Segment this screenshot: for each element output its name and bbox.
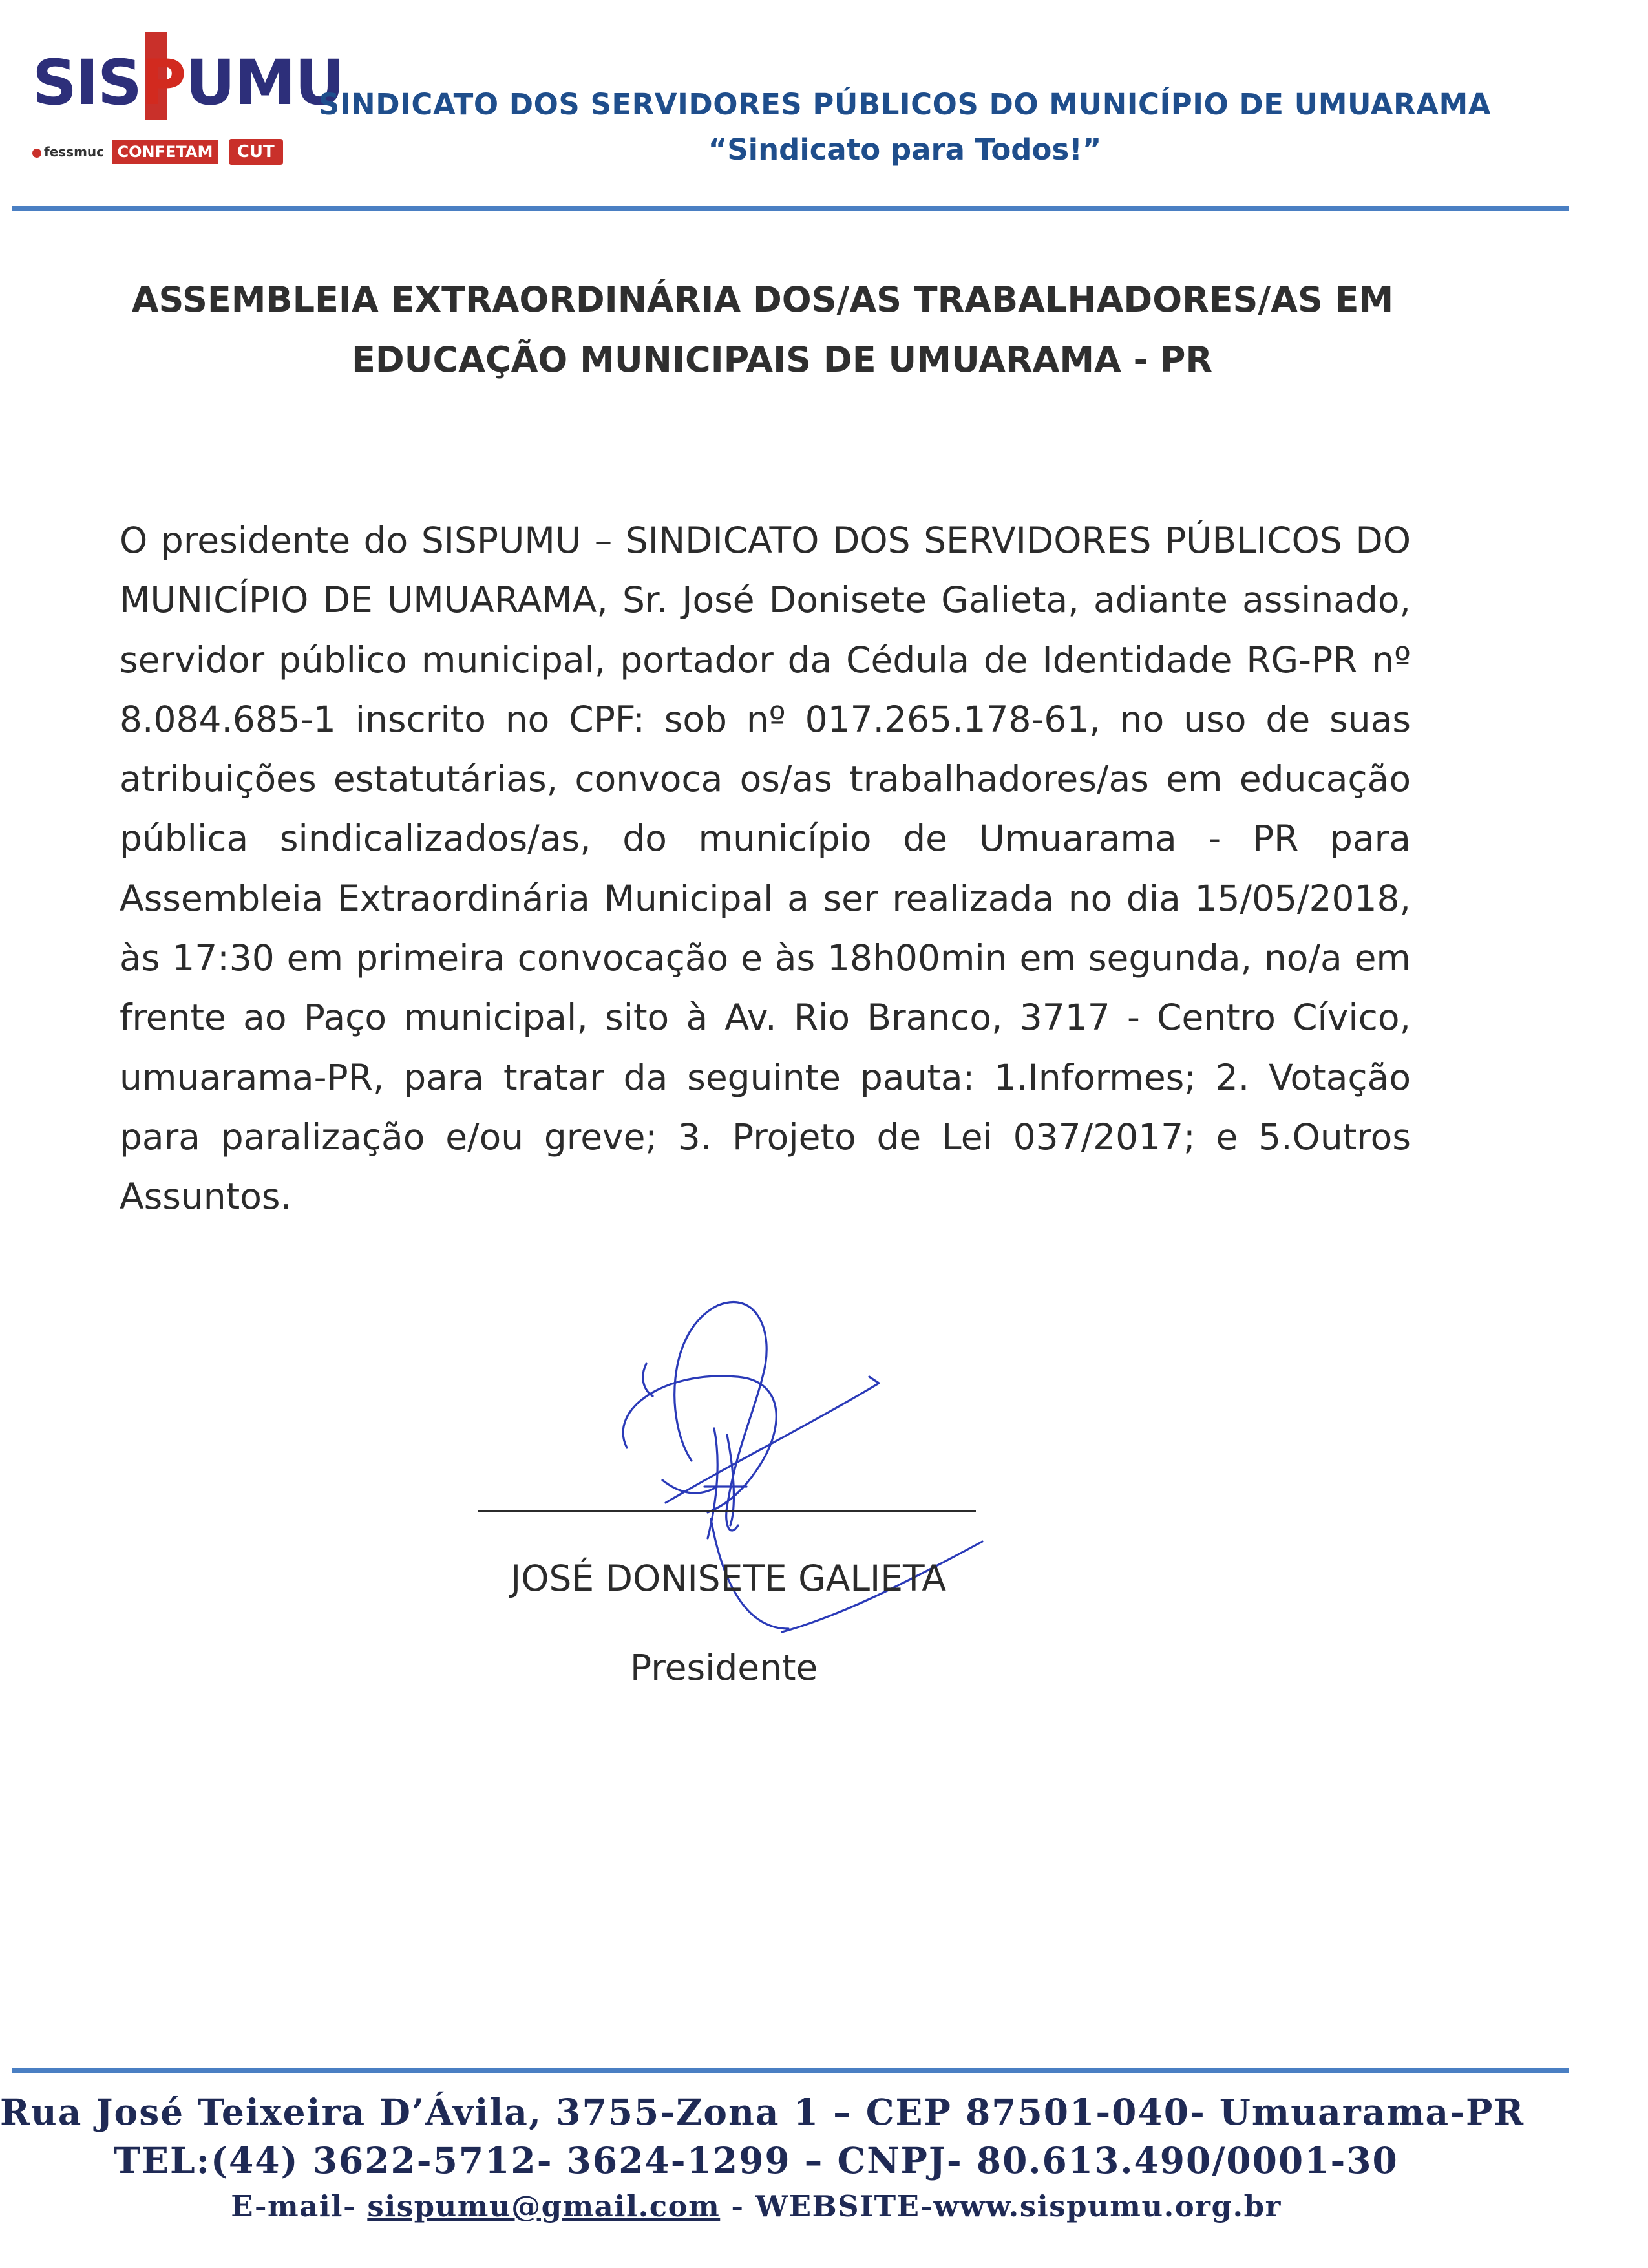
affiliate-cut: CUT	[229, 139, 283, 165]
organization-name: SINDICATO DOS SERVIDORES PÚBLICOS DO MUNICÍPIO DE UMUARAMA	[318, 87, 1492, 122]
logo-part-1: SIS	[32, 47, 141, 119]
affiliate-fessmuc: fessmuc	[32, 144, 104, 160]
affiliate-confetam: CONFETAM	[112, 140, 218, 164]
footer-contact	[0, 2189, 1512, 2223]
footer-email-label: E-mail-	[231, 2189, 357, 2223]
logo-part-2: P	[141, 47, 185, 119]
footer-phones: TEL:(44) 3622-5712- 3624-1299 – CNPJ- 80.613.490/0001-30	[114, 2139, 1399, 2181]
sispumu-logo	[32, 26, 344, 184]
handwritten-signature	[569, 1293, 995, 1693]
signature-line	[478, 1510, 976, 1512]
header-divider	[12, 206, 1569, 211]
document-title-line-2: EDUCAÇÃO MUNICIPAIS DE UMUARAMA - PR	[351, 339, 1213, 380]
footer-website[interactable]: - WEBSITE-www.sispumu.org.br	[731, 2189, 1282, 2223]
organization-motto: “Sindicato para Todos!”	[708, 132, 1102, 167]
footer-divider	[12, 2068, 1569, 2073]
footer-email-link[interactable]: sispumu@gmail.com	[367, 2189, 721, 2223]
signatory-role: Presidente	[630, 1647, 818, 1688]
affiliates	[32, 139, 283, 171]
signatory-name: JOSÉ DONISETE GALIETA	[511, 1558, 946, 1599]
document-title-line-1: ASSEMBLEIA EXTRAORDINÁRIA DOS/AS TRABALHADORES/AS EM	[131, 279, 1394, 320]
footer-address: Rua José Teixeira D’Ávila, 3755-Zona 1 – CEP 87501-040- Umuarama-PR	[0, 2091, 1525, 2133]
logo-part-3: UMU	[185, 47, 344, 119]
convocation-paragraph: O presidente do SISPUMU – SINDICATO DOS SERVIDORES PÚBLICOS DO MUNICÍPIO DE UMUARAMA, Sr. José Donisete Galieta, adiante assinado, servidor público municipal, portador da Cédula de Identidade RG-PR nº 8.084.685-1 inscrito no CPF: sob nº 017.265.178-61, no uso de suas atribuições estatutárias, convoca os/as trabalhadores/as em educação pública sindicalizados/as, do município de Umuarama - PR para Assembleia Extraordinária Municipal a ser realizada no dia 15/05/2018, às 17:30 em primeira convocação e às 18h00min em segunda, no/a em frente ao Paço municipal, sito à Av. Rio Branco, 3717 - Centro Cívico, umuarama-PR, para tratar da seguinte pauta: 1.Informes; 2. Votação para paralização e/ou greve; 3. Projeto de Lei 037/2017; e 5.Outros Assuntos.	[120, 520, 1411, 1218]
